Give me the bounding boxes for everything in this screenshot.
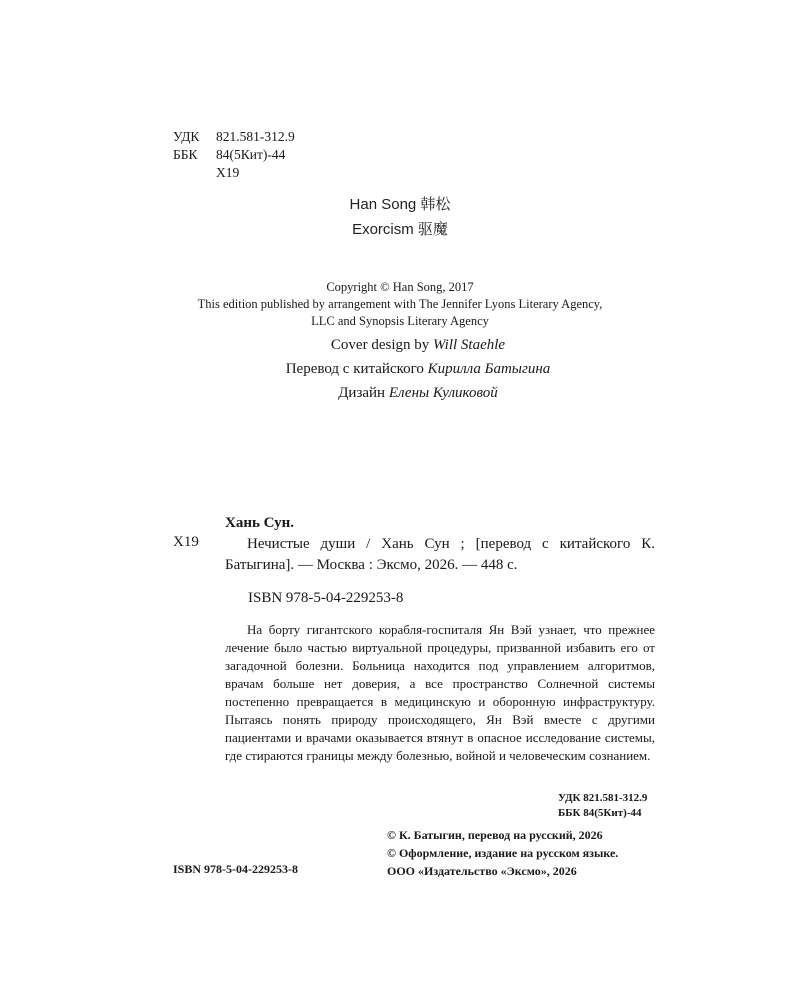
copyright-block bbox=[0, 279, 800, 330]
bbk-value: 84(5Кит)-44 bbox=[216, 147, 286, 162]
cover-designer: Will Staehle bbox=[433, 337, 506, 353]
rights-block bbox=[387, 826, 618, 880]
credits-block bbox=[0, 333, 800, 405]
codes-block bbox=[558, 791, 647, 821]
copyright-line-3: LLC and Synopsis Literary Agency bbox=[311, 314, 489, 328]
cover-credit: Cover design by Will Staehle bbox=[330, 337, 506, 353]
translation-credit: Перевод с китайского Кирилла Батыгина bbox=[285, 361, 551, 377]
codes-udk: УДК 821.581-312.9 bbox=[558, 792, 648, 804]
rights-line-2: © Оформление, издание на русском языке. bbox=[387, 846, 619, 860]
udk-value: 821.581-312.9 bbox=[216, 129, 295, 144]
author-mark: Х19 bbox=[216, 165, 240, 180]
isbn-main: ISBN 978-5-04-229253-8 bbox=[248, 590, 404, 606]
bibliographic-description bbox=[225, 534, 655, 576]
description-text: Нечистые души / Хань Сун ; [перевод с китайского К. Батыгина]. — Москва : Эксмо, 2026. — 448 с. bbox=[225, 536, 655, 573]
codes-bbk: ББК 84(5Кит)-44 bbox=[558, 807, 642, 819]
copyright-line-2: This edition published by arrangement with The Jennifer Lyons Literary Agency, bbox=[197, 297, 603, 311]
rights-line-1: © К. Батыгин, перевод на русский, 2026 bbox=[387, 828, 603, 842]
original-author: Han Song 韩松 bbox=[349, 196, 451, 213]
translator-name: Кирилла Батыгина bbox=[427, 361, 551, 377]
biblio-mark: Х19 bbox=[173, 534, 199, 550]
original-title-block bbox=[0, 192, 800, 242]
design-credit: Дизайн Елены Куликовой bbox=[338, 385, 498, 401]
udk-label: УДК bbox=[173, 129, 200, 144]
isbn-bottom: ISBN 978-5-04-229253-8 bbox=[173, 862, 298, 876]
designer-name: Елены Куликовой bbox=[388, 385, 498, 401]
bbk-label: ББК bbox=[173, 147, 198, 162]
rights-line-3: ООО «Издательство «Эксмо», 2026 bbox=[387, 864, 577, 878]
copyright-line-1: Copyright © Han Song, 2017 bbox=[326, 280, 474, 294]
original-title: Exorcism 驱魔 bbox=[352, 221, 448, 238]
annotation: На борту гигантского корабля-госпиталя Ян Вэй узнает, что прежнее лечение было частью виртуальной процедуры, призванной избавить его от загадочной болезни. Больница находится под управлением алгоритмов, врачам больше нет доверия, а все пространство Солнечной системы постепенно превращается в медицинскую и оборонную инфраструктуру. Пытаясь понять природу происходящего, Ян Вэй вместе с другими пациентами и врачами оказывается втянут в опасное исследование системы, где стираются границы между болезнью, войной и человеческим сознанием. bbox=[225, 622, 655, 763]
classification-block bbox=[173, 128, 295, 182]
author-heading: Хань Сун. bbox=[225, 515, 295, 531]
